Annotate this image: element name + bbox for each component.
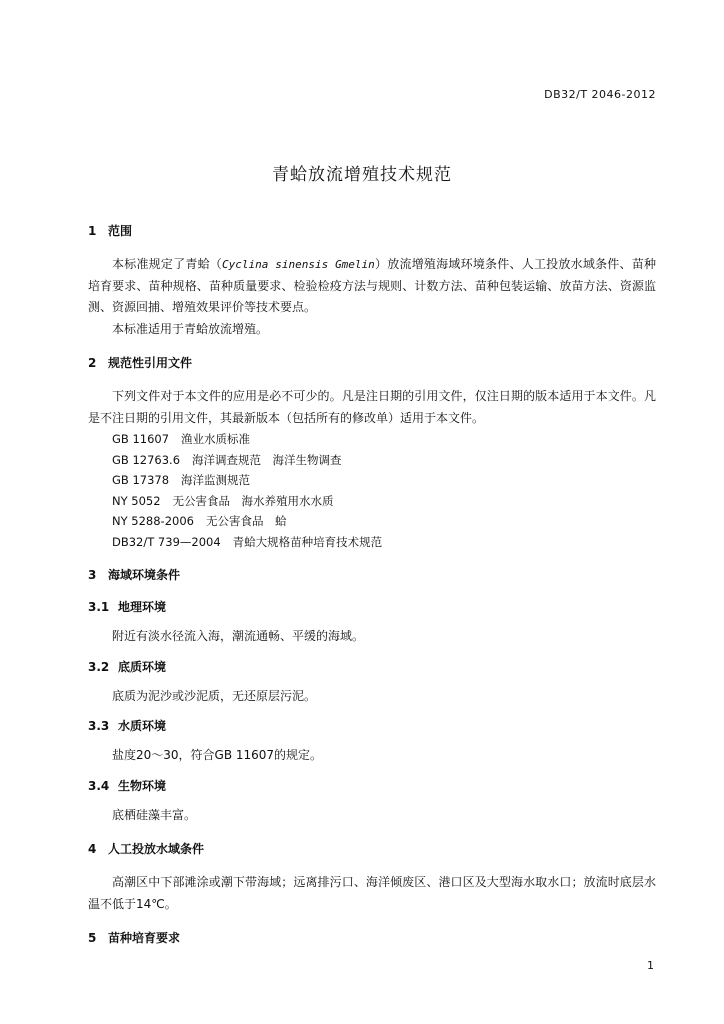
reference-item [88,511,656,532]
subsection-title: 水质环境 [118,719,167,733]
section-number: 2 [88,356,97,370]
references-intro-paragraph: 下列文件对于本文件的应用是必不可少的。凡是注日期的引用文件，仅注日期的版本适用于本文件。凡是不注日期的引用文件，其最新版本（包括所有的修改单）适用于本文件。 [88,389,656,425]
reference-name: 海洋监测规范 [181,473,251,487]
subsection-number: 3.2 [88,659,110,674]
reference-name: 无公害食品 海水养殖用水水质 [172,493,334,508]
section-title: 海域环境条件 [108,568,181,582]
section-number: 3 [88,568,97,582]
reference-code: GB 11607 [112,432,170,446]
section-title: 人工投放水域条件 [108,842,205,856]
section-2-heading [88,354,656,372]
reference-name: 海洋调查规范 海洋生物调查 [192,452,342,467]
document-title: 青蛤放流增殖技术规范 [272,165,452,185]
subsection-3-2-heading [88,658,656,676]
section-number: 5 [88,931,97,945]
section-title: 范围 [108,224,133,238]
reference-code: NY 5052 [112,493,161,508]
reference-code: GB 17378 [112,473,170,487]
reference-name: 青蛤大规格苗种培育技术规范 [232,534,383,549]
subsection-title: 生物环境 [118,778,167,793]
section-4-heading [88,840,656,858]
reference-item [88,532,656,553]
reference-item [88,450,656,471]
reference-name: 无公害食品 蛤 [205,514,287,528]
subsection-3-4-heading [88,777,656,795]
section-3-heading [88,566,656,584]
scientific-name: Cyclina sinensis Gmelin [222,258,375,271]
substrate-environment-text: 底质为泥沙或沙泥质，无还原层污泥。 [112,688,317,703]
scope-paragraph [88,254,656,319]
reference-code: NY 5288-2006 [112,514,194,528]
applicability-paragraph: 本标准适用于青蛤放流增殖。 [112,321,269,336]
reference-item [88,429,656,450]
document-code: DB32/T 2046-2012 [544,88,656,101]
subsection-number: 3.1 [88,600,110,614]
subsection-title: 地理环境 [118,600,167,614]
reference-code: GB 12763.6 [112,452,181,467]
geographic-environment-text: 附近有淡水径流入海，潮流通畅、平缓的海域。 [112,629,365,643]
scope-text-a: 本标准规定了青蛤（ [112,257,223,271]
release-water-conditions-text: 高潮区中下部滩涂或潮下带海域；远离排污口、海洋倾废区、港口区及大型海水取水口；放流时底层水温不低于14℃。 [88,875,656,911]
section-number: 1 [88,224,97,238]
section-number: 4 [88,842,97,856]
subsection-3-1-heading [88,598,656,616]
section-title: 苗种培育要求 [108,931,181,945]
section-title: 规范性引用文件 [108,356,193,370]
page-number: 1 [647,959,654,972]
section-5-heading [88,929,656,947]
section-1-heading [88,222,656,240]
reference-code: DB32/T 739—2004 [112,534,221,549]
reference-name: 渔业水质标准 [181,432,251,446]
reference-item [88,470,656,491]
subsection-number: 3.4 [88,778,110,793]
scope-text-b: ）放流增殖海域环境条件、人工投放水域条件、苗种培育要求、苗种规格、苗种质量要求、检验检疫方法与规则、计数方法、苗种包装运输、放苗方法、资源监测、资源回捕、增殖效果评价等技术要点。 [88,257,656,314]
document-body [88,222,656,947]
biological-environment-text: 底栖硅藻丰富。 [112,807,197,822]
subsection-number: 3.3 [88,719,110,733]
subsection-title: 底质环境 [118,659,167,674]
subsection-3-3-heading [88,717,656,735]
water-quality-text: 盐度20～30，符合GB 11607的规定。 [112,748,323,762]
reference-item [88,491,656,512]
